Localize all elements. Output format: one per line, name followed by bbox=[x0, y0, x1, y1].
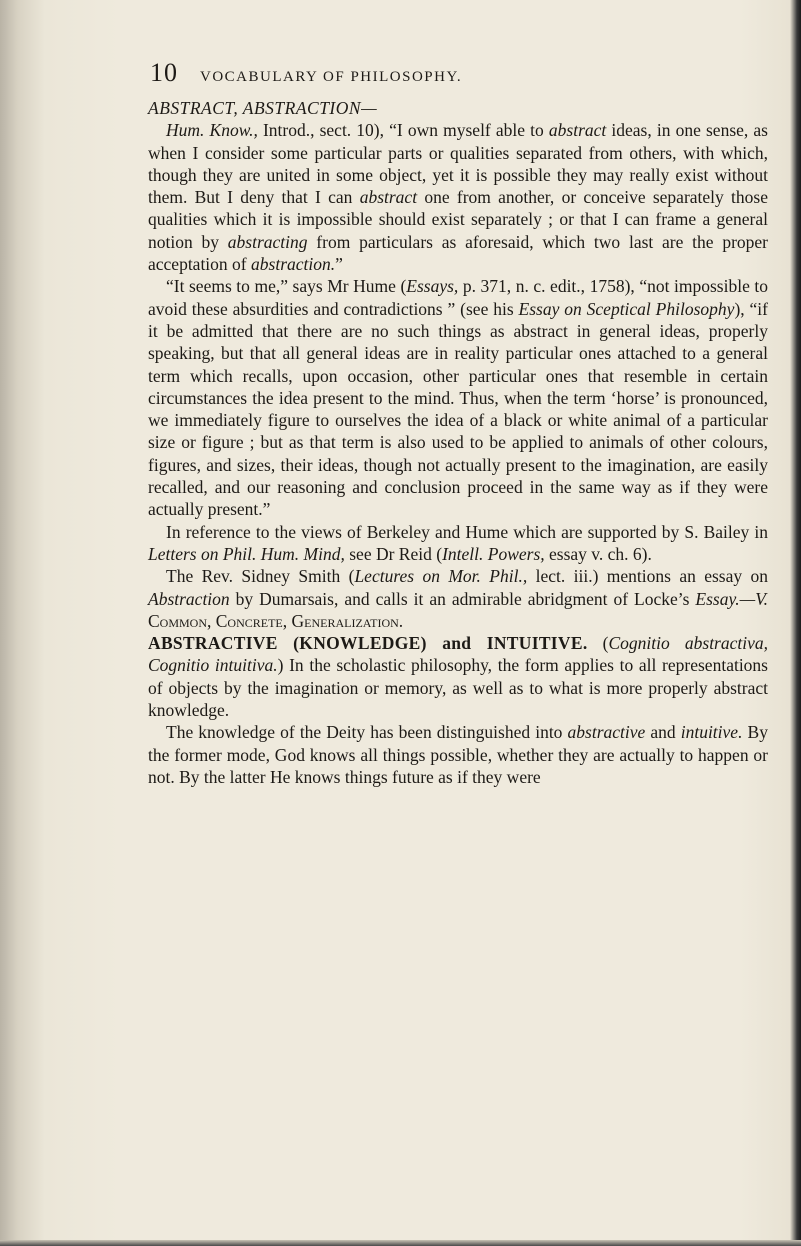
italic-word: abstractive bbox=[567, 722, 646, 743]
text-run: lect. iii.) mentions an essay on bbox=[527, 566, 769, 587]
text-run: by Dumarsais, and calls it an admirable abridgment of Locke’s bbox=[229, 588, 696, 609]
italic-word: abstract bbox=[359, 187, 418, 208]
page-body bbox=[148, 97, 768, 788]
page-edge bbox=[0, 1240, 801, 1246]
italic-word: Abstraction bbox=[148, 588, 230, 609]
citation-essays: Essays, bbox=[406, 276, 459, 297]
text-run: The knowledge of the Deity has been distinguished into bbox=[166, 722, 568, 743]
text-run: ( bbox=[587, 633, 609, 654]
text-run: see Dr Reid ( bbox=[344, 543, 443, 564]
text-run: In reference to the views of Berkeley and Hume which are supported by S. Bailey in bbox=[166, 521, 768, 542]
text-run: By the former mode, God knows all things possible, whether they are actually to happen or not. By the latter He knows things future as if they were bbox=[148, 722, 768, 787]
italic-word: abstracting bbox=[227, 231, 308, 252]
text-run: The Rev. Sidney Smith ( bbox=[166, 566, 355, 587]
citation-essay-sceptical: Essay on Sceptical Philosophy bbox=[518, 298, 735, 319]
text-run: “It seems to me,” says Mr Hume ( bbox=[166, 276, 407, 297]
paragraph-hume-quote bbox=[148, 275, 768, 520]
entry-abstract bbox=[148, 97, 768, 119]
text-run: and bbox=[645, 722, 681, 743]
running-title: VOCABULARY OF PHILOSOPHY. bbox=[200, 69, 463, 85]
citation-locke-essay: Essay.—V. bbox=[695, 588, 768, 609]
entry-abstractive bbox=[148, 632, 768, 721]
latin-terms: Cognitio abstractiva, Cognitio intuitiva. bbox=[148, 633, 769, 676]
italic-word: abstraction. bbox=[251, 254, 336, 275]
text-run: essay v. ch. 6). bbox=[544, 543, 652, 564]
entry-heading-abstract: ABSTRACT, ABSTRACTION— bbox=[148, 98, 378, 118]
text-run: Introd., sect. 10), “I own myself able to bbox=[257, 120, 549, 141]
paragraph-deity-knowledge bbox=[148, 721, 768, 788]
citation-hum-know: Hum. Know., bbox=[166, 120, 258, 141]
text-run: p. 371, n. c. edit., 1758), “not impossible to avoid these absurdities and contradictions ” (see his bbox=[148, 276, 768, 319]
text-run: ideas, in one sense, as when I consider some particular parts or qualities separated from others, with which, though they are united in some object, yet it is possible they may really exist without them. But I deny that I can bbox=[148, 120, 768, 208]
text-run: ) In the scholastic philosophy, the form applies to all representations of objects by the imagination or memory, as well as to what is more properly abstract knowledge. bbox=[148, 655, 768, 721]
italic-word: abstract bbox=[548, 120, 607, 141]
italic-word: intuitive. bbox=[680, 722, 743, 743]
citation-lectures: Lectures on Mor. Phil., bbox=[354, 566, 528, 587]
paragraph-berkeley-quote bbox=[148, 119, 768, 275]
entry-heading-abstractive: ABSTRACTIVE (KNOWLEDGE) and INTUITIVE. bbox=[148, 633, 588, 654]
paragraph-sidney-smith bbox=[148, 565, 768, 632]
running-head bbox=[150, 60, 770, 90]
text-run: one from another, or conceive separately those qualities which it is impossible should exist separately ; or that I can frame a general notion by bbox=[148, 187, 768, 252]
paragraph-bailey-reid bbox=[148, 521, 768, 566]
citation-letters: Letters on Phil. Hum. Mind, bbox=[148, 543, 345, 564]
text-run: ” bbox=[335, 254, 343, 275]
text-run: from particulars as aforesaid, which two last are the proper acceptation of bbox=[148, 231, 769, 275]
cross-references: Common, Concrete, Generalization. bbox=[148, 610, 404, 631]
text-run: ), “if it be admitted that there are no such things as abstract in general ideas, properly speaking, but that all general ideas are in reality particular ones attached to a general term which recalls, upon occasion, other particular ones that resemble in certain circumstances the idea present to the mind. Thus, when the term ‘horse’ is pronounced, we immediately figure to ourselves the idea of a black or white animal of a particular size or figure ; but as that term is also used to be applied to animals of other colours, figures, and sizes, their ideas, though not actually present to the imagination, are easily recalled, and our reasoning and conclusion proceed in the same way as if they were actually present.” bbox=[148, 298, 768, 520]
page-number: 10 bbox=[150, 58, 178, 87]
citation-intell-powers: Intell. Powers, bbox=[442, 543, 545, 564]
